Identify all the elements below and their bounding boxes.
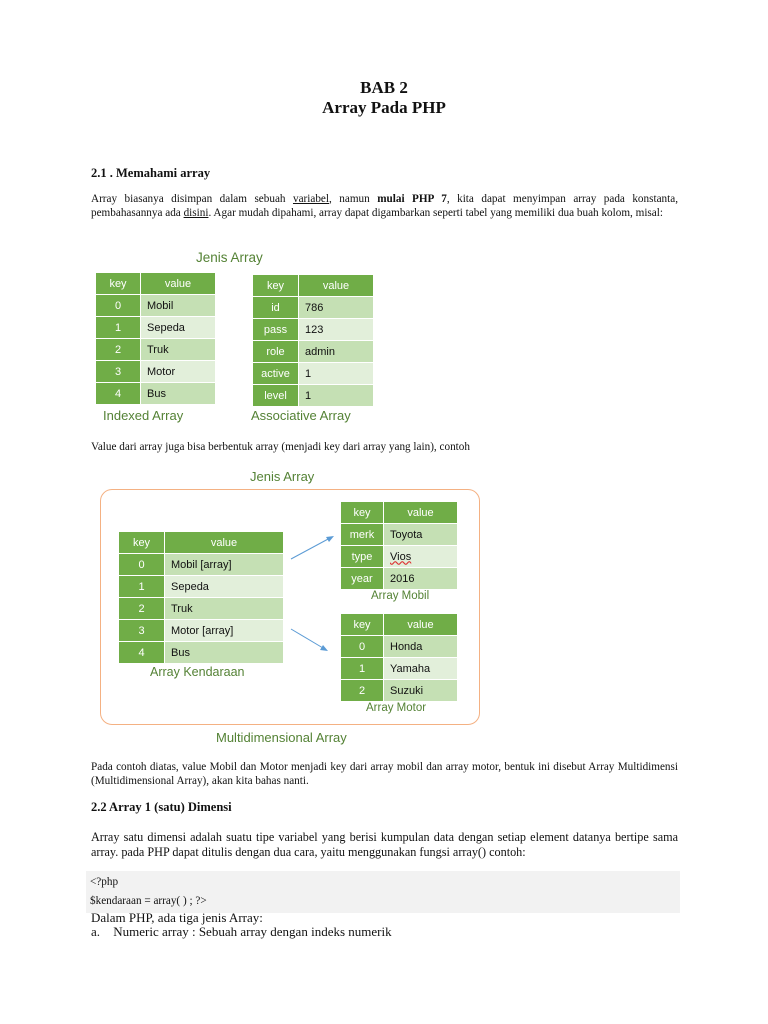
code-line: $kendaraan = array( ) ; ?> — [90, 895, 207, 907]
value-cell: Truk — [141, 339, 216, 361]
table-row — [253, 319, 374, 341]
text-span: , kita dapat menyimpan array pada konstanta, pembahasannya ada — [91, 193, 679, 219]
value-cell: Mobil [array] — [165, 554, 284, 576]
list-marker: a. — [91, 924, 101, 939]
value-cell: Suzuki — [384, 680, 458, 702]
value-cell: 1 — [299, 385, 374, 407]
section-heading-2-2: 2.2 Array 1 (satu) Dimensi — [91, 800, 232, 814]
text-span: . Agar mudah dipahami, array dapat digambarkan seperti tabel yang memiliki dua buah kolom, misal: — [208, 207, 663, 219]
table-row — [119, 642, 284, 664]
associative-array-table — [252, 274, 374, 407]
arrow-to-mobil-icon — [288, 530, 338, 562]
kendaraan-caption: Array Kendaraan — [150, 665, 245, 679]
table-row — [341, 546, 458, 568]
table-row — [253, 341, 374, 363]
key-cell: 1 — [119, 576, 165, 598]
value-cell: Truk — [165, 598, 284, 620]
table-row — [96, 317, 216, 339]
array-types-intro: Dalam PHP, ada tiga jenis Array: — [91, 910, 263, 925]
value-cell: Motor — [141, 361, 216, 383]
text-span: Array biasanya disimpan dalam sebuah — [91, 193, 293, 205]
kendaraan-array-table — [118, 531, 284, 664]
value-cell: Honda — [384, 636, 458, 658]
key-cell: 4 — [96, 383, 141, 405]
mobil-caption: Array Mobil — [371, 590, 430, 602]
key-cell: 2 — [341, 680, 384, 702]
key-cell: 0 — [96, 295, 141, 317]
table-row — [253, 385, 374, 407]
table-row — [341, 636, 458, 658]
variabel-link[interactable]: variabel — [292, 193, 330, 205]
paragraph-nested-value: Value dari array juga bisa berbentuk array (menjadi key dari array yang lain), contoh — [91, 441, 470, 453]
mobil-array-table — [340, 501, 458, 590]
table-row — [253, 297, 374, 319]
table-row — [119, 576, 284, 598]
header-key: key — [119, 532, 165, 554]
header-value: value — [384, 614, 458, 636]
value-cell: admin — [299, 341, 374, 363]
table-row — [341, 524, 458, 546]
key-cell: 2 — [96, 339, 141, 361]
key-cell: 2 — [119, 598, 165, 620]
value-cell: Bus — [165, 642, 284, 664]
list-item-text: Numeric array : Sebuah array dengan indeks numerik — [113, 924, 392, 939]
key-cell: level — [253, 385, 299, 407]
value-cell: Yamaha — [384, 658, 458, 680]
table-header-row — [96, 273, 216, 295]
code-block — [86, 871, 680, 913]
key-cell: 0 — [341, 636, 384, 658]
arrow-to-motor-icon — [288, 626, 332, 656]
section-heading-2-1: 2.1 . Memahami array — [91, 166, 211, 180]
header-key: key — [253, 275, 299, 297]
list-item — [91, 924, 392, 940]
header-value: value — [141, 273, 216, 295]
table-row — [119, 620, 284, 642]
header-value: value — [165, 532, 284, 554]
indexed-array-caption: Indexed Array — [103, 408, 184, 423]
motor-array-table — [340, 613, 458, 702]
table-row — [96, 383, 216, 405]
paragraph-one-dimension: Array satu dimensi adalah suatu tipe variabel yang berisi kumpulan data dengan setiap element datanya bertipe sama array. pada PHP dapat ditulis dengan dua cara, yaitu menggunakan fungsi array() contoh: — [91, 830, 678, 859]
table-row — [341, 568, 458, 590]
key-cell: type — [341, 546, 384, 568]
indexed-array-table — [95, 272, 216, 405]
multidimensional-caption: Multidimensional Array — [216, 730, 347, 745]
value-cell: 786 — [299, 297, 374, 319]
value-cell: Motor [array] — [165, 620, 284, 642]
key-cell: 1 — [96, 317, 141, 339]
text-span: , namun — [329, 193, 378, 205]
key-cell: active — [253, 363, 299, 385]
page-title: Array Pada PHP — [322, 98, 446, 117]
table-row — [341, 680, 458, 702]
key-cell: 4 — [119, 642, 165, 664]
bold-text: mulai PHP 7 — [377, 193, 447, 205]
value-cell: Toyota — [384, 524, 458, 546]
table-row — [96, 295, 216, 317]
key-cell: merk — [341, 524, 384, 546]
code-line: <?php — [90, 876, 119, 888]
key-cell: id — [253, 297, 299, 319]
key-cell: 3 — [96, 361, 141, 383]
disini-link[interactable]: disini — [183, 207, 209, 219]
value-text: Vios — [390, 550, 412, 563]
table-row — [96, 361, 216, 383]
value-cell: 1 — [299, 363, 374, 385]
figure2-title: Jenis Array — [250, 469, 315, 484]
motor-caption: Array Motor — [366, 702, 427, 714]
header-value: value — [299, 275, 374, 297]
associative-array-caption: Associative Array — [251, 408, 351, 423]
key-cell: 1 — [341, 658, 384, 680]
value-cell — [384, 546, 458, 568]
table-row — [253, 363, 374, 385]
header-value: value — [384, 502, 458, 524]
paragraph-multidimensional: Pada contoh diatas, value Mobil dan Motor menjadi key dari array mobil dan array motor, bentuk ini disebut Array Multidimensi (Multidimensional Array), akan kita bahas nanti. — [91, 761, 678, 787]
value-cell: Sepeda — [141, 317, 216, 339]
table-header-row — [119, 532, 284, 554]
value-cell: Bus — [141, 383, 216, 405]
key-cell: year — [341, 568, 384, 590]
table-header-row — [253, 275, 374, 297]
value-cell: Mobil — [141, 295, 216, 317]
key-cell: 3 — [119, 620, 165, 642]
table-row — [96, 339, 216, 361]
table-header-row — [341, 502, 458, 524]
header-key: key — [96, 273, 141, 295]
value-cell: 123 — [299, 319, 374, 341]
value-cell: 2016 — [384, 568, 458, 590]
table-row — [119, 554, 284, 576]
paragraph-intro — [91, 192, 678, 220]
table-row — [119, 598, 284, 620]
table-header-row — [341, 614, 458, 636]
header-key: key — [341, 502, 384, 524]
value-cell: Sepeda — [165, 576, 284, 598]
table-row — [341, 658, 458, 680]
chapter-label: BAB 2 — [360, 78, 408, 97]
key-cell: 0 — [119, 554, 165, 576]
key-cell: pass — [253, 319, 299, 341]
figure1-title: Jenis Array — [196, 250, 263, 265]
header-key: key — [341, 614, 384, 636]
key-cell: role — [253, 341, 299, 363]
